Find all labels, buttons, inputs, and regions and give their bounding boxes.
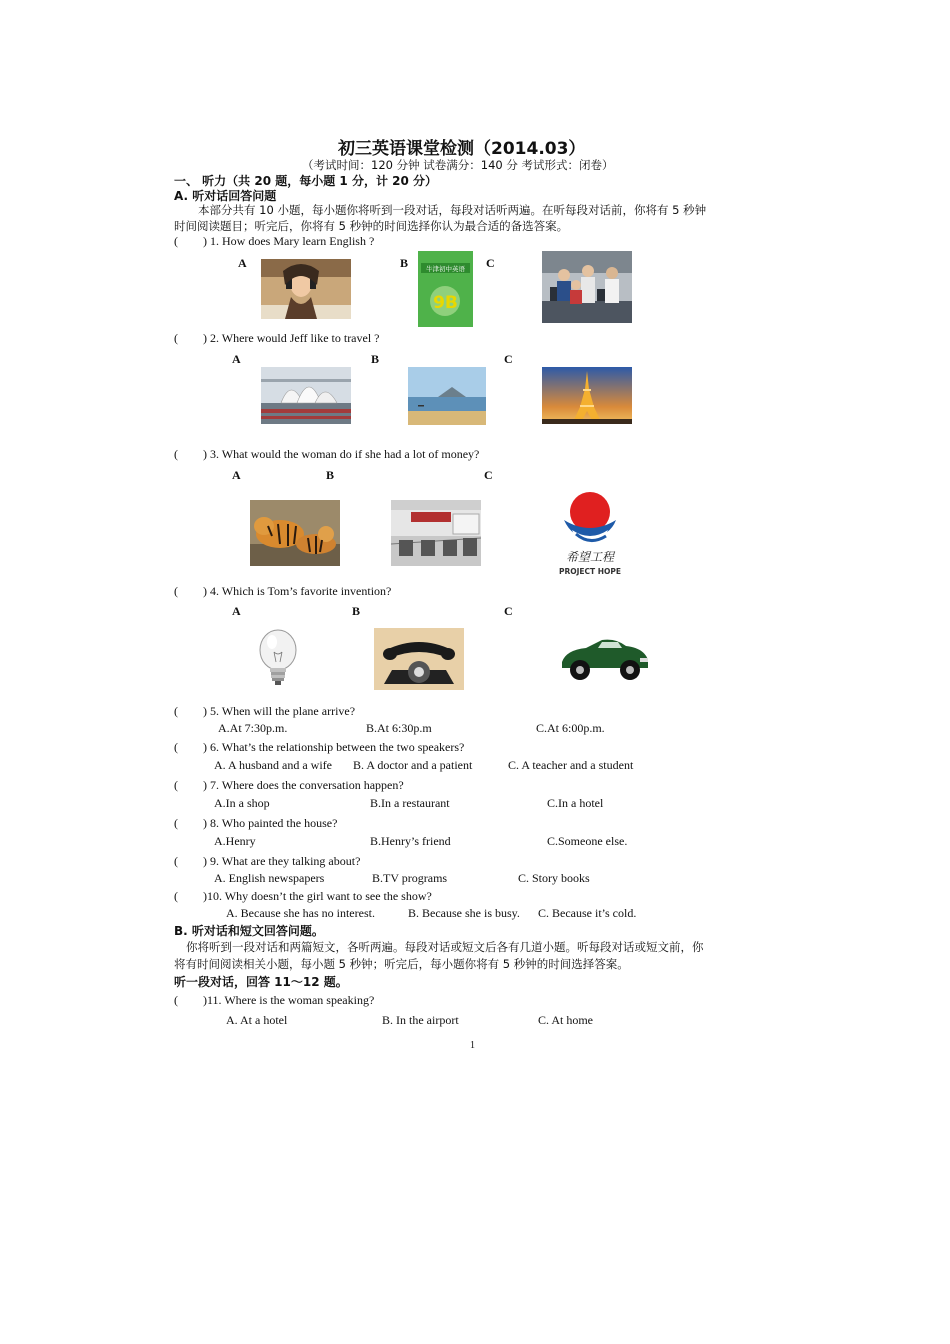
section-a-instruction-line1: 本部分共有 10 小题，每小题你将听到一段对话，每段对话听两遍。在听每段对话前，你将有 5 秒钟 bbox=[198, 203, 707, 217]
q8-option-b: B.Henry’s friend bbox=[370, 834, 451, 848]
light-bulb-image bbox=[250, 626, 306, 690]
q9-option-b: B.TV programs bbox=[372, 871, 448, 885]
answer-paren: ( bbox=[174, 704, 178, 718]
option-label-c: C bbox=[486, 256, 495, 270]
q11-option-b: B. In the airport bbox=[382, 1013, 459, 1027]
q9-option-c: C. Story books bbox=[518, 871, 590, 885]
section-b-instruction-line2: 将有时间阅读相关小题，每小题 5 秒钟；听完后，每小题你将有 5 秒钟的时间选择答案。 bbox=[174, 957, 629, 971]
project-hope-logo bbox=[550, 490, 630, 582]
question-10: )10. Why doesn’t the girl want to see the show? bbox=[203, 889, 432, 903]
bank-interior-image bbox=[391, 500, 481, 566]
q11-option-c: C. At home bbox=[538, 1013, 594, 1027]
section-a-instruction-line2: 时间阅读题目；听完后，你将有 5 秒钟的时间选择你认为最合适的备选答案。 bbox=[174, 219, 569, 233]
section-b-instruction-line1: 你将听到一段对话和两篇短文，各听两遍。每段对话或短文后各有几道小题。听每段对话或短文前，你 bbox=[186, 940, 704, 954]
q7-option-c: C.In a hotel bbox=[547, 796, 604, 810]
telephone-image bbox=[374, 628, 464, 690]
q10-option-b: B. Because she is busy. bbox=[408, 906, 520, 920]
option-label-b: B bbox=[371, 352, 380, 366]
q7-option-a: A.In a shop bbox=[214, 796, 270, 810]
q6-option-a: A. A husband and a wife bbox=[214, 758, 332, 772]
girl-with-headphones-image bbox=[261, 259, 351, 319]
question-6: ) 6. What’s the relationship between the two speakers? bbox=[203, 740, 465, 754]
option-label-b: B bbox=[352, 604, 361, 618]
answer-paren: ( bbox=[174, 778, 178, 792]
option-label-a: A bbox=[238, 256, 247, 270]
q11-option-a: A. At a hotel bbox=[226, 1013, 288, 1027]
beach-lake-image bbox=[408, 367, 486, 425]
question-11: )11. Where is the woman speaking? bbox=[203, 993, 375, 1007]
sydney-opera-house-image bbox=[261, 367, 351, 424]
question-3: ) 3. What would the woman do if she had a lot of money? bbox=[203, 447, 480, 461]
section-a-heading: A. 听对话回答问题 bbox=[174, 189, 277, 203]
option-label-b: B bbox=[400, 256, 409, 270]
question-9: ) 9. What are they talking about? bbox=[203, 854, 361, 868]
answer-paren: ( bbox=[174, 447, 178, 461]
answer-paren: ( bbox=[174, 234, 178, 248]
section-b-heading: B. 听对话和短文回答问题。 bbox=[174, 924, 324, 938]
option-label-c: C bbox=[504, 604, 513, 618]
project-hope-en: PROJECT HOPE bbox=[558, 567, 622, 576]
option-label-a: A bbox=[232, 352, 241, 366]
answer-paren: ( bbox=[174, 740, 178, 754]
q7-option-b: B.In a restaurant bbox=[370, 796, 450, 810]
exam-info: （考试时间：120 分钟 试卷满分：140 分 考试形式：闭卷） bbox=[302, 158, 614, 172]
vintage-car-image bbox=[556, 624, 652, 686]
q5-option-b: B.At 6:30p.m bbox=[366, 721, 432, 735]
question-5: ) 5. When will the plane arrive? bbox=[203, 704, 356, 718]
page-number: 1 bbox=[470, 1040, 475, 1051]
part-heading-listening: 一、 听力（共 20 题，每小题 1 分，计 20 分） bbox=[174, 174, 437, 188]
option-label-c: C bbox=[504, 352, 513, 366]
textbook-9b-image bbox=[418, 251, 473, 327]
option-label-b: B bbox=[326, 468, 335, 482]
dialogue-subheading: 听一段对话，回答 11～12 题。 bbox=[174, 975, 348, 989]
eiffel-tower-image bbox=[542, 367, 632, 424]
q8-option-c: C.Someone else. bbox=[547, 834, 628, 848]
page-title: 初三英语课堂检测（2014.03） bbox=[338, 139, 586, 159]
people-at-computers-image bbox=[542, 251, 632, 323]
tigers-image bbox=[250, 500, 340, 566]
option-label-a: A bbox=[232, 468, 241, 482]
answer-paren: ( bbox=[174, 854, 178, 868]
q10-option-a: A. Because she has no interest. bbox=[226, 906, 375, 920]
answer-paren: ( bbox=[174, 331, 178, 345]
q6-option-b: B. A doctor and a patient bbox=[353, 758, 473, 772]
textbook-title: 牛津初中英语 bbox=[426, 265, 465, 273]
option-label-c: C bbox=[484, 468, 493, 482]
q10-option-c: C. Because it’s cold. bbox=[538, 906, 637, 920]
q5-option-c: C.At 6:00p.m. bbox=[536, 721, 605, 735]
option-label-a: A bbox=[232, 604, 241, 618]
project-hope-cn: 希望工程 bbox=[565, 550, 615, 564]
question-1: ) 1. How does Mary learn English ? bbox=[203, 234, 375, 248]
q6-option-c: C. A teacher and a student bbox=[508, 758, 634, 772]
answer-paren: ( bbox=[174, 584, 178, 598]
answer-paren: ( bbox=[174, 889, 178, 903]
question-2: ) 2. Where would Jeff like to travel ? bbox=[203, 331, 380, 345]
question-7: ) 7. Where does the conversation happen? bbox=[203, 778, 404, 792]
question-8: ) 8. Who painted the house? bbox=[203, 816, 338, 830]
answer-paren: ( bbox=[174, 816, 178, 830]
q5-option-a: A.At 7:30p.m. bbox=[218, 721, 288, 735]
answer-paren: ( bbox=[174, 993, 178, 1007]
q8-option-a: A.Henry bbox=[214, 834, 256, 848]
q9-option-a: A. English newspapers bbox=[214, 871, 325, 885]
question-4: ) 4. Which is Tom’s favorite invention? bbox=[203, 584, 392, 598]
textbook-grade: 9B bbox=[433, 293, 458, 313]
